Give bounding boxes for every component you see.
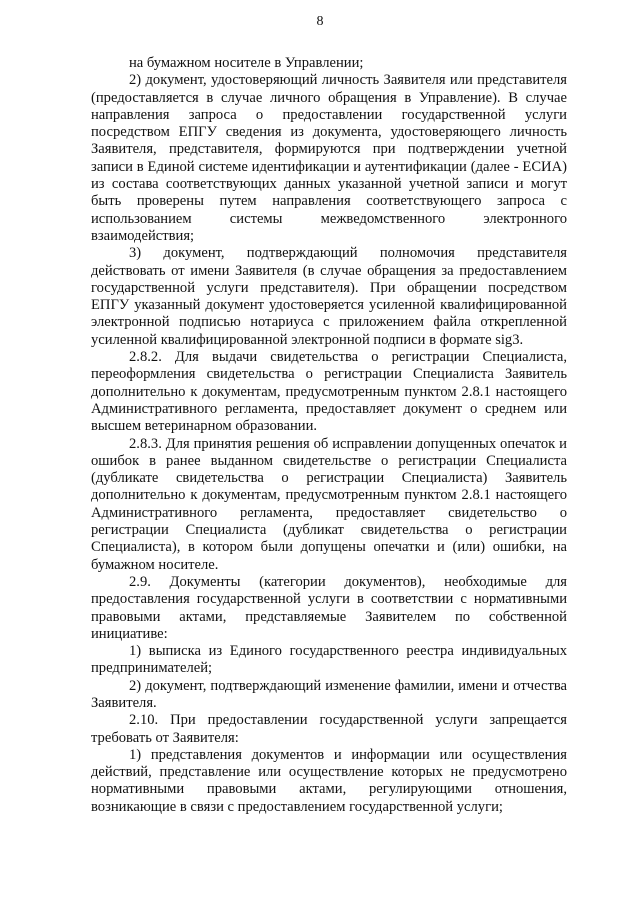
paragraph-2-8-3: 2.8.3. Для принятия решения об исправлении допущенных опечаток и ошибок в ранее выданном свидетельстве о регистрации Специалиста (дубликате свидетельства о регистрации Специалиста) Заявитель дополнительно к документам, предусмотренным пунктом 2.8.1 настоящего Административного регламента, предоставляет свидетельство о регистрации Специалиста (дубликат свидетельства о регистрации Специалиста), в котором были допущены опечатки и (или) ошибки, на бумажном носителе. <box>91 435 567 573</box>
document-body <box>91 55 567 816</box>
paragraph-2-9-item-1: 1) выписка из Единого государственного реестра индивидуальных предпринимателей; <box>91 643 567 677</box>
paragraph-2-10-item-1: 1) представления документов и информации или осуществления действий, представление или осуществление которых не предусмотрено нормативными правовыми актами, регулирующими отношения, возникающие в связи с предоставлением государственной услуги; <box>91 746 567 815</box>
paragraph-2-9: 2.9. Документы (категории документов), необходимые для предоставления государственной услуги в соответствии с нормативными правовыми актами, представляемые Заявителем по собственной инициативе: <box>91 573 567 642</box>
paragraph-2-8-2: 2.8.2. Для выдачи свидетельства о регистрации Специалиста, переоформления свидетельства о регистрации Специалиста Заявитель дополнительно к документам, предусмотренным пунктом 2.8.1 настоящего Административного регламента, предоставляет документ о среднем или высшем ветеринарном образовании. <box>91 349 567 435</box>
paragraph-2-9-item-2: 2) документ, подтверждающий изменение фамилии, имени и отчества Заявителя. <box>91 677 567 711</box>
paragraph-representative-authority: 3) документ, подтверждающий полномочия представителя действовать от имени Заявителя (в случае обращения за предоставлением государственной услуги представителя). При обращении посредством ЕПГУ указанный документ удостоверяется усиленной квалифицированной электронной подписью нотариуса с приложением файла открепленной усиленной квалифицированной электронной подписи в формате sig3. <box>91 245 567 348</box>
page-number: 8 <box>316 14 324 29</box>
paragraph-2-10: 2.10. При предоставлении государственной услуги запрещается требовать от Заявителя: <box>91 712 567 746</box>
paragraph-continuation: на бумажном носителе в Управлении; <box>129 55 364 71</box>
paragraph-identity-document: 2) документ, удостоверяющий личность Заявителя или представителя (предоставляется в случае личного обращения в Управление). В случае направления запроса о предоставлении государственной услуги посредством ЕПГУ сведения из документа, удостоверяющего личность Заявителя, представителя, формируются при подтверждении учетной записи в Единой системе идентификации и аутентификации (далее - ЕСИА) из состава соответствующих данных указанной учетной записи и могут быть проверены путем направления соответствующего запроса с использованием системы межведомственного электронного взаимодействия; <box>91 72 567 244</box>
